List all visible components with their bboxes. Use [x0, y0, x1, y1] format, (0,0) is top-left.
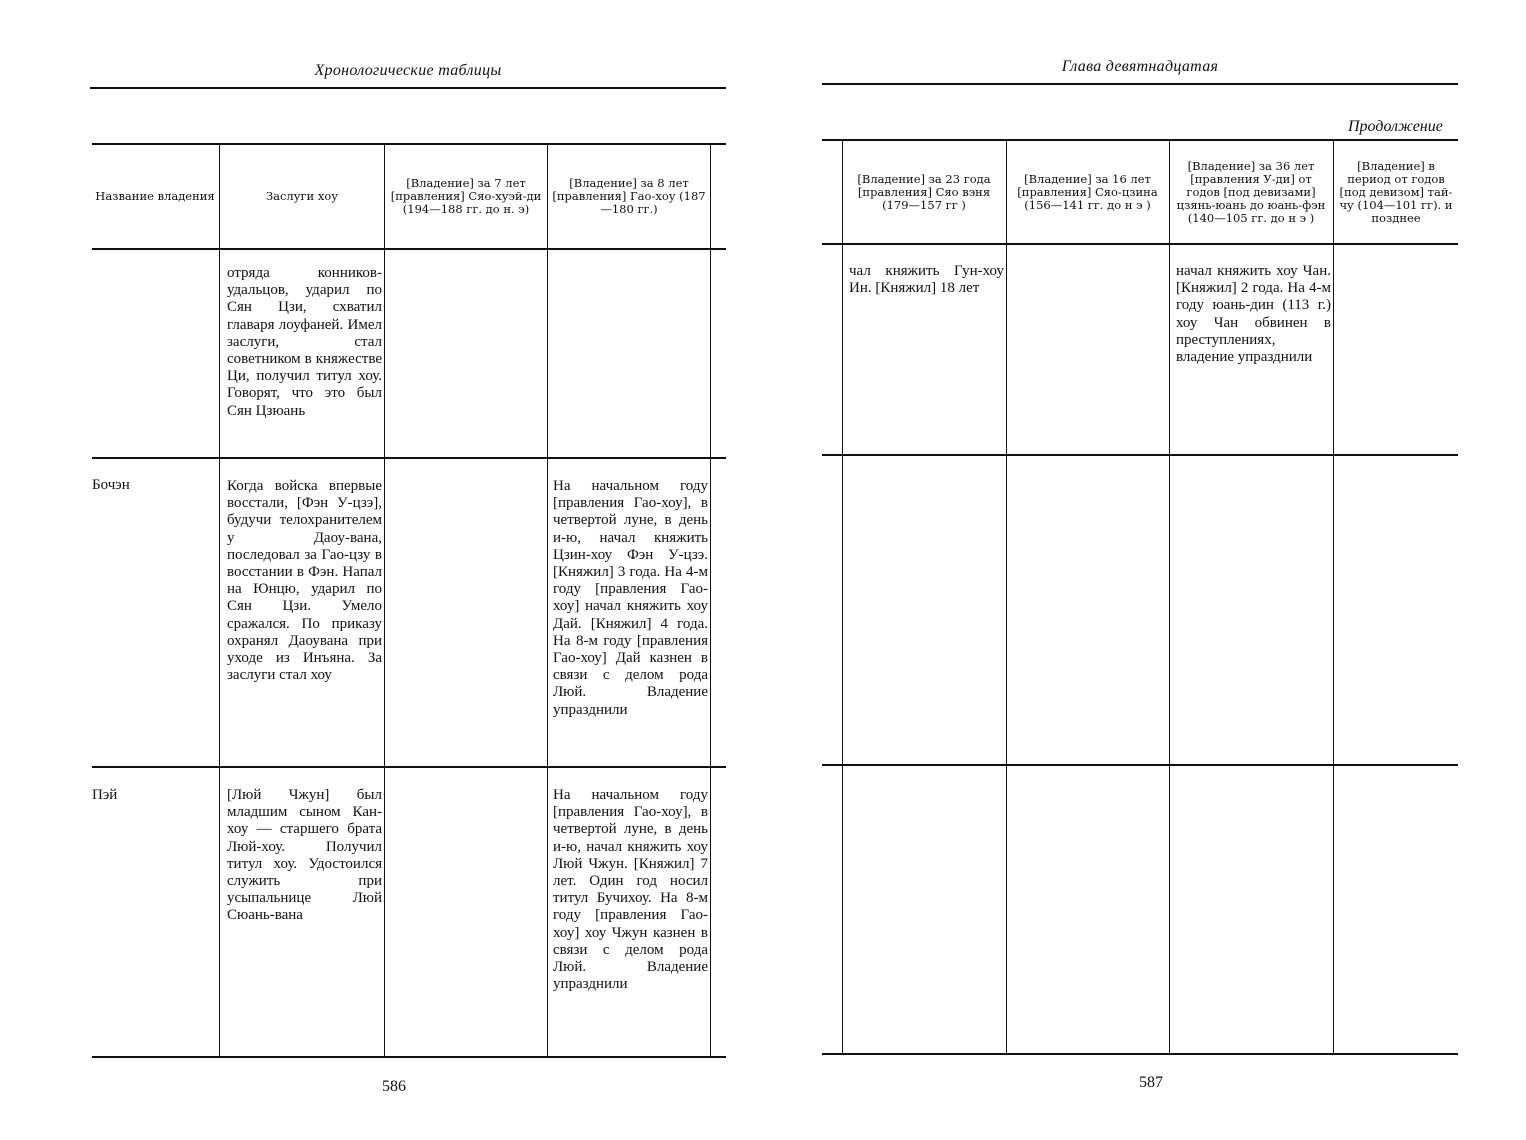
row-rule-left-1 [92, 457, 726, 459]
page-number-right: 587 [1139, 1074, 1163, 1091]
head-rule-left [90, 87, 726, 89]
col-divider-left-1 [219, 145, 220, 1056]
col-divider-left-3 [547, 145, 548, 1056]
header-bottom-rule-left [92, 248, 726, 250]
col-header-xiao-jing: [Владение] за 16 лет [правления] Сяо-цзина (156—141 гг. до н э ) [1017, 171, 1158, 212]
col-header-name: Название владения [95, 188, 215, 203]
continuation-label: Продолжение [1348, 118, 1443, 135]
merits-cell: Когда войска впервые восстали, [Фэн У-цзэ], будучи телохранителем у Даоу-вана, последовал за Гао-цзу в восстании в Фэн. Напал на Юнцю, ударил по Сян Цзи. Умело сражался. По приказу охранял Даоувана при уходе из Инъяна. За заслуги стал хоу [227, 478, 382, 684]
table-cell: На начальном году [правления Гао-хоу], в четвертой луне, в день и-ю, начал княжить хоу Люй Чжун. [Княжил] 7 лет. Один год носил титул Бучихоу. На 8-м году [правления Гао-хоу] хоу Чжун казнен в связи с делом рода Люй. Владение упразднили [553, 787, 708, 993]
page-number-left: 586 [382, 1078, 406, 1095]
table-bottom-rule-right [822, 1053, 1458, 1055]
row-rule-right-2 [822, 764, 1458, 766]
table-cell: На начальном году [правления Гао-хоу], в четвертой луне, в день и-ю, начал княжить Цзин-хоу Фэн У-цзэ. [Княжил] 3 года. На 4-м году [правления Гао-хоу] начал княжить хоу Дай. [Княжил] 4 года. На 8-м году [правления Гао-хоу] Дай казнен в связи с делом рода Люй. Владение упразднили [553, 478, 708, 718]
col-header-tai-chu: [Владение] в период от годов [под девизом] тай-чу (104—101 гг). и позднее [1339, 158, 1453, 225]
running-head-right: Глава девятнадцатая [1061, 58, 1219, 75]
col-divider-right-2 [1169, 141, 1170, 1053]
col-header-gao-hou: [Владение] за 8 лет [правления] Гао-хоу (187—180 гг.) [552, 175, 706, 216]
header-bottom-rule-right [822, 243, 1458, 245]
col-header-merits: Заслуги хоу [265, 188, 339, 203]
merits-cell: [Люй Чжун] был младшим сыном Кан-хоу — старшего брата Люй-хоу. Получил титул хоу. Удостоился служить при усыпальнице Люй Сюань-вана [227, 787, 382, 924]
row-rule-left-2 [92, 766, 726, 768]
running-head-left: Хронологические таблицы [314, 62, 502, 79]
head-rule-right [822, 83, 1458, 85]
col-divider-left-2 [384, 145, 385, 1056]
table-bottom-rule-left [92, 1056, 726, 1058]
row-rule-right-1 [822, 454, 1458, 456]
col-divider-left-4 [710, 145, 711, 1056]
row-name-pei: Пэй [92, 787, 118, 803]
col-header-xiao-hui-di: [Владение] за 7 лет [правления] Сяо-хуэй-ди (194—188 гг. до н. э) [390, 175, 542, 216]
table-top-rule-left [92, 143, 726, 145]
col-header-xiao-wen: [Владение] за 23 года [правления] Сяо вэня (179—157 гг ) [857, 171, 991, 212]
col-divider-right-3 [1333, 141, 1334, 1053]
col-divider-right-1 [1006, 141, 1007, 1053]
table-cell: начал княжить хоу Чан. [Княжил] 2 года. На 4-м году юань-дин (113 г.) хоу Чан обвинен в преступлениях, владение упразднили [1176, 263, 1331, 366]
col-divider-right-0 [842, 141, 843, 1053]
col-header-wu-di: [Владение] за 36 лет [правления У-ди] от годов [под девизами] цзянь-юань до юань-фэн (140—105 гг. до н э ) [1176, 158, 1326, 225]
table-top-rule-right [822, 139, 1458, 141]
table-cell: чал княжить Гун-хоу Ин. [Княжил] 18 лет [849, 263, 1004, 297]
merits-cell: отряда конников-удальцов, ударил по Сян Цзи, схватил главаря лоуфаней. Имел заслуги, стал советником в княжестве Ци, получил титул хоу. Говорят, что это был Сян Цзюань [227, 265, 382, 419]
row-name-bochen: Бочэн [92, 477, 130, 493]
